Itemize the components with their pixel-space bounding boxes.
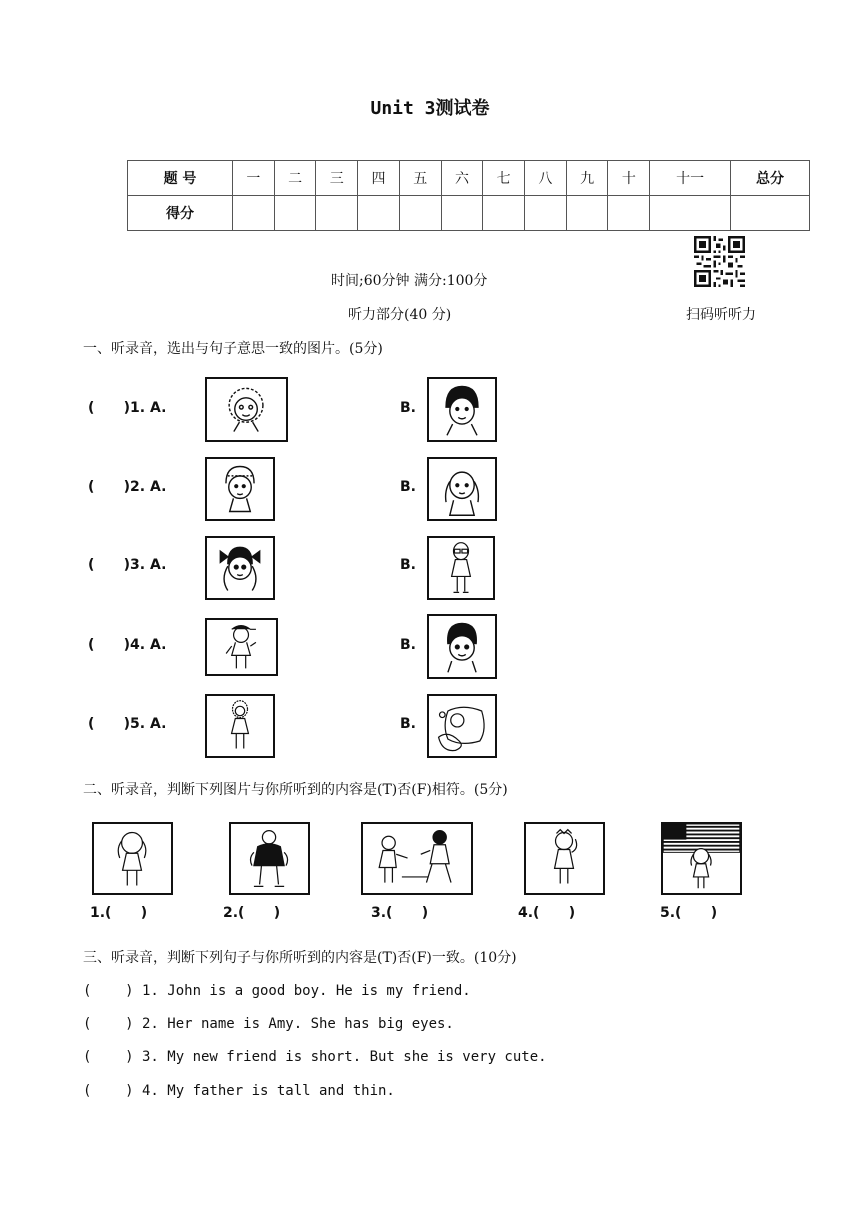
score-cell[interactable] [358, 196, 400, 231]
question-1-b-label[interactable]: B. [400, 400, 416, 416]
score-cell[interactable] [566, 196, 608, 231]
score-col-1: 一 [233, 161, 275, 196]
score-row-label: 题 号 [128, 161, 233, 196]
q3-option-a-picture[interactable] [205, 536, 275, 600]
s3-item-3[interactable]: ( ) 3. My new friend is short. But she is very cute. [83, 1049, 547, 1065]
s2-picture-5 [661, 822, 742, 895]
score-cell[interactable] [525, 196, 567, 231]
q1-option-b-picture[interactable] [427, 377, 497, 442]
s2-picture-2 [229, 822, 310, 895]
score-cell[interactable] [274, 196, 316, 231]
question-5-label[interactable]: ( )5. A. [88, 716, 167, 732]
s2-answer-1[interactable]: 1.( ) [90, 905, 148, 921]
s2-picture-3 [361, 822, 473, 895]
two-people-talking-icon [363, 824, 471, 893]
question-2-label[interactable]: ( )2. A. [88, 479, 167, 495]
girl-with-flag-icon [663, 824, 740, 893]
score-col-3: 三 [316, 161, 358, 196]
time-info: 时间;60分钟 满分:100分 [331, 273, 488, 289]
girl-with-pigtails-icon [94, 824, 171, 893]
score-total-label: 总分 [731, 161, 810, 196]
s3-item-1[interactable]: ( ) 1. John is a good boy. He is my friend. [83, 983, 471, 999]
girl-with-glasses-icon [429, 538, 493, 598]
question-4-b-label[interactable]: B. [400, 637, 416, 653]
girl-with-bangs-icon [207, 459, 273, 519]
qr-label: 扫码听听力 [686, 307, 756, 323]
score-col-7: 七 [483, 161, 525, 196]
small-girl-standing-icon [207, 696, 273, 756]
page-title: Unit 3测试卷 [370, 98, 490, 119]
question-2-b-label[interactable]: B. [400, 479, 416, 495]
section1-title: 一、听录音，选出与句子意思一致的图片。(5分) [83, 341, 383, 357]
score-header-row [128, 161, 810, 196]
q4-option-b-picture[interactable] [427, 614, 497, 679]
question-4-label[interactable]: ( )4. A. [88, 637, 167, 653]
score-col-4: 四 [358, 161, 400, 196]
score-row-label: 得分 [128, 196, 233, 231]
q2-option-b-picture[interactable] [427, 457, 497, 521]
q4-option-a-picture[interactable] [205, 618, 278, 676]
girl-with-bows-icon [207, 538, 273, 598]
score-col-10: 十 [608, 161, 650, 196]
question-3-b-label[interactable]: B. [400, 557, 416, 573]
section2-title: 二、听录音，判断下列图片与你所听到的内容是(T)否(F)相符。(5分) [83, 782, 508, 798]
score-col-9: 九 [566, 161, 608, 196]
strong-man-icon [231, 824, 308, 893]
s2-picture-1 [92, 822, 173, 895]
short-hair-boy-icon [429, 616, 495, 677]
q5-option-b-picture[interactable] [427, 694, 497, 758]
pigtail-girl-icon [429, 459, 495, 519]
qr-code-icon[interactable] [694, 236, 745, 287]
score-col-2: 二 [274, 161, 316, 196]
score-col-6: 六 [441, 161, 483, 196]
s3-item-2[interactable]: ( ) 2. Her name is Amy. She has big eyes. [83, 1016, 454, 1032]
q5-option-a-picture[interactable] [205, 694, 275, 758]
s2-answer-3[interactable]: 3.( ) [371, 905, 429, 921]
score-cell[interactable] [399, 196, 441, 231]
score-cell[interactable] [233, 196, 275, 231]
score-table [127, 160, 810, 231]
question-1-label[interactable]: ( )1. A. [88, 400, 167, 416]
boy-with-cap-icon [207, 620, 276, 674]
score-cell[interactable] [483, 196, 525, 231]
score-value-row [128, 196, 810, 231]
score-cell[interactable] [650, 196, 731, 231]
listening-header: 听力部分(40 分) [348, 307, 452, 323]
question-3-label[interactable]: ( )3. A. [88, 557, 167, 573]
score-cell[interactable] [731, 196, 810, 231]
score-col-5: 五 [399, 161, 441, 196]
s3-item-4[interactable]: ( ) 4. My father is tall and thin. [83, 1083, 395, 1099]
score-cell[interactable] [441, 196, 483, 231]
s2-answer-5[interactable]: 5.( ) [660, 905, 718, 921]
q3-option-b-picture[interactable] [427, 536, 495, 600]
q2-option-a-picture[interactable] [205, 457, 275, 521]
s2-answer-4[interactable]: 4.( ) [518, 905, 576, 921]
section3-title: 三、听录音，判断下列句子与你所听到的内容是(T)否(F)一致。(10分) [83, 950, 517, 966]
curly-hair-girl-icon [207, 379, 286, 440]
s2-answer-2[interactable]: 2.( ) [223, 905, 281, 921]
boy-thinking-icon [526, 824, 603, 893]
score-cell[interactable] [316, 196, 358, 231]
question-5-b-label[interactable]: B. [400, 716, 416, 732]
score-col-8: 八 [525, 161, 567, 196]
score-col-11: 十一 [650, 161, 731, 196]
q1-option-a-picture[interactable] [205, 377, 288, 442]
sleeping-baby-icon [429, 696, 495, 756]
s2-picture-4 [524, 822, 605, 895]
score-cell[interactable] [608, 196, 650, 231]
short-hair-girl-icon [429, 379, 495, 440]
